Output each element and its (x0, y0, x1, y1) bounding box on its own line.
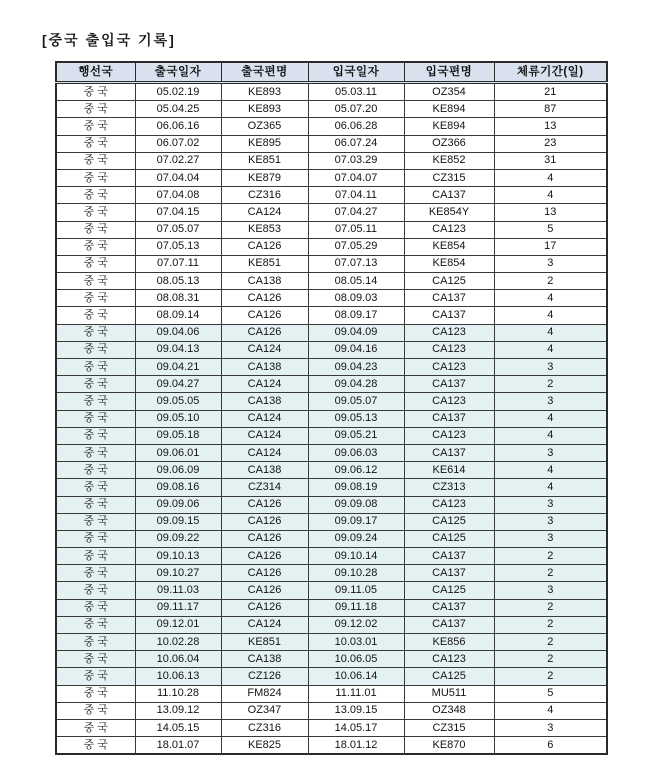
table-cell: 6 (494, 737, 607, 755)
table-cell: 07.04.15 (135, 204, 221, 221)
table-cell: 중 국 (56, 255, 135, 272)
table-cell: 07.04.11 (308, 187, 404, 204)
table-row (56, 324, 607, 341)
table-cell: CA123 (404, 221, 494, 238)
table-cell: CA124 (221, 410, 308, 427)
header-destination-country: 행선국 (56, 62, 135, 83)
table-cell: 10.06.04 (135, 651, 221, 668)
table-cell: CZ314 (221, 479, 308, 496)
table-cell: 4 (494, 324, 607, 341)
page-title: [중국 출입국 기록] (42, 32, 176, 48)
table-cell: 09.04.21 (135, 359, 221, 376)
table-cell: KE895 (221, 135, 308, 152)
table-cell: 08.08.31 (135, 290, 221, 307)
table-cell: 07.04.04 (135, 169, 221, 186)
table-cell: KE853 (221, 221, 308, 238)
table-cell: 09.11.17 (135, 599, 221, 616)
table-row (56, 152, 607, 169)
table-cell: 07.05.13 (135, 238, 221, 255)
table-cell: 3 (494, 719, 607, 736)
table-cell: 4 (494, 702, 607, 719)
table-row (56, 427, 607, 444)
table-cell: 09.04.09 (308, 324, 404, 341)
table-cell: 09.05.21 (308, 427, 404, 444)
exit-entry-table-body (56, 83, 607, 755)
table-cell: 3 (494, 582, 607, 599)
table-cell: 21 (494, 83, 607, 101)
table-row (56, 359, 607, 376)
table-row (56, 204, 607, 221)
table-cell: 09.06.03 (308, 444, 404, 461)
table-cell: CA126 (221, 530, 308, 547)
table-cell: 09.09.06 (135, 496, 221, 513)
table-cell: 07.04.07 (308, 169, 404, 186)
table-cell: 4 (494, 410, 607, 427)
table-cell: 중 국 (56, 376, 135, 393)
table-row (56, 651, 607, 668)
table-cell: KE870 (404, 737, 494, 755)
table-cell: 10.06.13 (135, 668, 221, 685)
table-cell: 4 (494, 169, 607, 186)
table-row (56, 290, 607, 307)
table-cell: 07.04.27 (308, 204, 404, 221)
table-row (56, 496, 607, 513)
table-cell: 2 (494, 616, 607, 633)
table-cell: 09.12.01 (135, 616, 221, 633)
table-cell: CA138 (221, 462, 308, 479)
table-cell: 06.06.16 (135, 118, 221, 135)
table-cell: 2 (494, 634, 607, 651)
table-row (56, 169, 607, 186)
table-cell: CA126 (221, 565, 308, 582)
table-cell: 10.06.05 (308, 651, 404, 668)
table-cell: 중 국 (56, 427, 135, 444)
table-cell: CZ316 (221, 719, 308, 736)
table-row (56, 668, 607, 685)
table-cell: CZ315 (404, 719, 494, 736)
table-cell: 3 (494, 393, 607, 410)
table-cell: 09.05.07 (308, 393, 404, 410)
table-cell: KE893 (221, 101, 308, 118)
table-cell: 07.03.29 (308, 152, 404, 169)
table-cell: CA123 (404, 651, 494, 668)
table-cell: 09.08.19 (308, 479, 404, 496)
table-cell: CA123 (404, 496, 494, 513)
table-cell: 중 국 (56, 169, 135, 186)
table-cell: CA126 (221, 324, 308, 341)
table-cell: 08.05.13 (135, 273, 221, 290)
table-cell: CA126 (221, 582, 308, 599)
table-cell: 09.09.15 (135, 513, 221, 530)
table-row (56, 118, 607, 135)
table-cell: CA137 (404, 307, 494, 324)
table-cell: 06.06.28 (308, 118, 404, 135)
table-cell: CA124 (221, 444, 308, 461)
table-cell: KE825 (221, 737, 308, 755)
table-cell: 08.09.03 (308, 290, 404, 307)
table-cell: 09.09.24 (308, 530, 404, 547)
table-cell: KE851 (221, 255, 308, 272)
table-row (56, 634, 607, 651)
table-cell: CA123 (404, 359, 494, 376)
header-stay-duration-days: 체류기간(일) (494, 62, 607, 83)
table-cell: CA126 (221, 548, 308, 565)
table-cell: CA137 (404, 290, 494, 307)
table-cell: CA125 (404, 530, 494, 547)
china-entry-exit-table (55, 61, 608, 755)
table-cell: 23 (494, 135, 607, 152)
table-cell: 4 (494, 307, 607, 324)
table-cell: CA137 (404, 616, 494, 633)
table-cell: CA126 (221, 496, 308, 513)
table-cell: 08.09.14 (135, 307, 221, 324)
table-cell: 2 (494, 548, 607, 565)
table-cell: 중 국 (56, 152, 135, 169)
table-cell: 중 국 (56, 238, 135, 255)
table-cell: 11.11.01 (308, 685, 404, 702)
table-cell: 05.02.19 (135, 83, 221, 101)
table-row (56, 83, 607, 101)
table-cell: 09.10.27 (135, 565, 221, 582)
table-cell: FM824 (221, 685, 308, 702)
table-cell: CA126 (221, 238, 308, 255)
table-cell: 중 국 (56, 118, 135, 135)
table-cell: KE893 (221, 83, 308, 101)
table-cell: KE854 (404, 238, 494, 255)
table-cell: KE879 (221, 169, 308, 186)
table-cell: 09.04.27 (135, 376, 221, 393)
table-cell: 09.05.10 (135, 410, 221, 427)
table-cell: OZ348 (404, 702, 494, 719)
table-cell: 05.03.11 (308, 83, 404, 101)
table-cell: 중 국 (56, 410, 135, 427)
table-cell: 09.11.18 (308, 599, 404, 616)
table-cell: 4 (494, 427, 607, 444)
table-cell: 5 (494, 221, 607, 238)
table-cell: 07.02.27 (135, 152, 221, 169)
table-cell: 3 (494, 496, 607, 513)
table-cell: 중 국 (56, 307, 135, 324)
table-cell: 09.09.22 (135, 530, 221, 547)
table-row (56, 565, 607, 582)
table-cell: MU511 (404, 685, 494, 702)
table-cell: 17 (494, 238, 607, 255)
table-row (56, 616, 607, 633)
table-cell: OZ365 (221, 118, 308, 135)
table-cell: CA138 (221, 393, 308, 410)
table-cell: 13.09.12 (135, 702, 221, 719)
table-cell: 4 (494, 479, 607, 496)
table-row (56, 187, 607, 204)
table-cell: 13 (494, 204, 607, 221)
table-cell: 중 국 (56, 204, 135, 221)
table-cell: 중 국 (56, 685, 135, 702)
table-cell: OZ354 (404, 83, 494, 101)
table-cell: 중 국 (56, 530, 135, 547)
table-cell: 중 국 (56, 599, 135, 616)
table-cell: 2 (494, 599, 607, 616)
table-cell: CA126 (221, 307, 308, 324)
table-cell: OZ366 (404, 135, 494, 152)
table-cell: 07.04.08 (135, 187, 221, 204)
table-cell: 09.09.17 (308, 513, 404, 530)
table-cell: CA123 (404, 324, 494, 341)
table-cell: 18.01.12 (308, 737, 404, 755)
table-cell: 중 국 (56, 341, 135, 358)
table-cell: 중 국 (56, 324, 135, 341)
table-cell: 11.10.28 (135, 685, 221, 702)
table-cell: 중 국 (56, 135, 135, 152)
table-cell: CA123 (404, 341, 494, 358)
header-entry-flight: 입국편명 (404, 62, 494, 83)
table-cell: 중 국 (56, 101, 135, 118)
table-cell: CA138 (221, 359, 308, 376)
table-cell: 31 (494, 152, 607, 169)
table-cell: 4 (494, 462, 607, 479)
table-cell: 중 국 (56, 221, 135, 238)
table-cell: CA137 (404, 187, 494, 204)
header-departure-flight: 출국편명 (221, 62, 308, 83)
table-cell: 10.03.01 (308, 634, 404, 651)
table-cell: 3 (494, 255, 607, 272)
table-row (56, 101, 607, 118)
table-row (56, 479, 607, 496)
table-cell: CZ316 (221, 187, 308, 204)
table-cell: CA126 (221, 599, 308, 616)
table-row (56, 599, 607, 616)
table-cell: CA124 (221, 204, 308, 221)
table-cell: CA137 (404, 376, 494, 393)
table-cell: KE854 (404, 255, 494, 272)
table-cell: 09.09.08 (308, 496, 404, 513)
table-cell: CZ315 (404, 169, 494, 186)
table-cell: 중 국 (56, 83, 135, 101)
table-cell: 09.08.16 (135, 479, 221, 496)
table-cell: 06.07.24 (308, 135, 404, 152)
header-departure-date: 출국일자 (135, 62, 221, 83)
table-cell: CA126 (221, 513, 308, 530)
table-cell: 09.04.23 (308, 359, 404, 376)
table-cell: 10.02.28 (135, 634, 221, 651)
table-cell: 09.10.14 (308, 548, 404, 565)
table-row (56, 548, 607, 565)
table-cell: CZ126 (221, 668, 308, 685)
table-cell: CA125 (404, 582, 494, 599)
table-cell: 07.05.07 (135, 221, 221, 238)
table-cell: KE852 (404, 152, 494, 169)
table-cell: KE854Y (404, 204, 494, 221)
table-row (56, 273, 607, 290)
table-cell: CA125 (404, 668, 494, 685)
table-cell: 09.06.01 (135, 444, 221, 461)
table-cell: 중 국 (56, 719, 135, 736)
table-row (56, 702, 607, 719)
table-cell: 09.11.05 (308, 582, 404, 599)
table-cell: 09.05.18 (135, 427, 221, 444)
table-cell: 3 (494, 444, 607, 461)
table-cell: CA123 (404, 393, 494, 410)
table-cell: 09.04.06 (135, 324, 221, 341)
table-cell: 08.05.14 (308, 273, 404, 290)
table-cell: 중 국 (56, 651, 135, 668)
table-cell: 중 국 (56, 634, 135, 651)
table-row (56, 221, 607, 238)
table-cell: 4 (494, 290, 607, 307)
table-cell: 4 (494, 341, 607, 358)
table-cell: CA124 (221, 616, 308, 633)
header-entry-date: 입국일자 (308, 62, 404, 83)
table-cell: CA124 (221, 341, 308, 358)
table-cell: 중 국 (56, 737, 135, 755)
table-cell: 09.04.28 (308, 376, 404, 393)
table-cell: 2 (494, 376, 607, 393)
table-cell: 중 국 (56, 582, 135, 599)
table-cell: KE856 (404, 634, 494, 651)
table-cell: CA124 (221, 376, 308, 393)
table-row (56, 341, 607, 358)
table-cell: 08.09.17 (308, 307, 404, 324)
table-cell: 14.05.17 (308, 719, 404, 736)
table-cell: 07.05.29 (308, 238, 404, 255)
table-cell: 중 국 (56, 393, 135, 410)
table-cell: 09.06.12 (308, 462, 404, 479)
table-cell: 중 국 (56, 548, 135, 565)
table-cell: 중 국 (56, 462, 135, 479)
table-cell: 09.04.16 (308, 341, 404, 358)
table-cell: 09.11.03 (135, 582, 221, 599)
table-cell: 중 국 (56, 513, 135, 530)
table-cell: 14.05.15 (135, 719, 221, 736)
table-cell: KE851 (221, 634, 308, 651)
table-cell: 중 국 (56, 359, 135, 376)
table-cell: 09.04.13 (135, 341, 221, 358)
table-cell: 중 국 (56, 187, 135, 204)
table-cell: 87 (494, 101, 607, 118)
table-cell: CA138 (221, 651, 308, 668)
table-cell: 06.07.02 (135, 135, 221, 152)
table-cell: 10.06.14 (308, 668, 404, 685)
table-cell: CA126 (221, 290, 308, 307)
table-cell: 07.07.11 (135, 255, 221, 272)
table-cell: 07.07.13 (308, 255, 404, 272)
table-cell: 18.01.07 (135, 737, 221, 755)
table-row (56, 530, 607, 547)
table-cell: 07.05.11 (308, 221, 404, 238)
table-cell: CA123 (404, 427, 494, 444)
table-cell: 3 (494, 359, 607, 376)
table-cell: CA137 (404, 565, 494, 582)
table-cell: 중 국 (56, 668, 135, 685)
table-row (56, 376, 607, 393)
table-cell: 중 국 (56, 444, 135, 461)
table-header-row (56, 62, 607, 83)
table-cell: 3 (494, 513, 607, 530)
table-cell: OZ347 (221, 702, 308, 719)
table-cell: 09.12.02 (308, 616, 404, 633)
table-cell: 05.07.20 (308, 101, 404, 118)
table-cell: 중 국 (56, 496, 135, 513)
table-cell: 13 (494, 118, 607, 135)
table-cell: 09.10.28 (308, 565, 404, 582)
table-cell: 중 국 (56, 702, 135, 719)
table-cell: 5 (494, 685, 607, 702)
table-cell: KE894 (404, 118, 494, 135)
table-cell: 05.04.25 (135, 101, 221, 118)
table-cell: KE851 (221, 152, 308, 169)
table-cell: 2 (494, 651, 607, 668)
table-cell: 중 국 (56, 273, 135, 290)
table-cell: CA137 (404, 599, 494, 616)
table-cell: CA125 (404, 513, 494, 530)
table-cell: CA138 (221, 273, 308, 290)
table-cell: 중 국 (56, 479, 135, 496)
table-cell: 2 (494, 668, 607, 685)
table-cell: CA137 (404, 410, 494, 427)
table-row (56, 135, 607, 152)
table-row (56, 238, 607, 255)
table-row (56, 410, 607, 427)
table-cell: 4 (494, 187, 607, 204)
table-cell: 2 (494, 273, 607, 290)
table-cell: 중 국 (56, 290, 135, 307)
table-cell: CA137 (404, 444, 494, 461)
table-row (56, 685, 607, 702)
table-row (56, 444, 607, 461)
table-cell: CZ313 (404, 479, 494, 496)
table-row (56, 513, 607, 530)
table-row (56, 255, 607, 272)
table-cell: 중 국 (56, 616, 135, 633)
table-cell: 3 (494, 530, 607, 547)
table-cell: 2 (494, 565, 607, 582)
table-cell: CA137 (404, 548, 494, 565)
table-row (56, 737, 607, 755)
table-cell: 13.09.15 (308, 702, 404, 719)
table-row (56, 582, 607, 599)
table-cell: 09.05.13 (308, 410, 404, 427)
table-cell: CA124 (221, 427, 308, 444)
table-cell: KE894 (404, 101, 494, 118)
table-cell: 09.10.13 (135, 548, 221, 565)
table-cell: 09.05.05 (135, 393, 221, 410)
table-cell: 09.06.09 (135, 462, 221, 479)
table-row (56, 719, 607, 736)
table-cell: CA125 (404, 273, 494, 290)
table-row (56, 307, 607, 324)
table-row (56, 462, 607, 479)
table-cell: KE614 (404, 462, 494, 479)
table-cell: 중 국 (56, 565, 135, 582)
table-row (56, 393, 607, 410)
